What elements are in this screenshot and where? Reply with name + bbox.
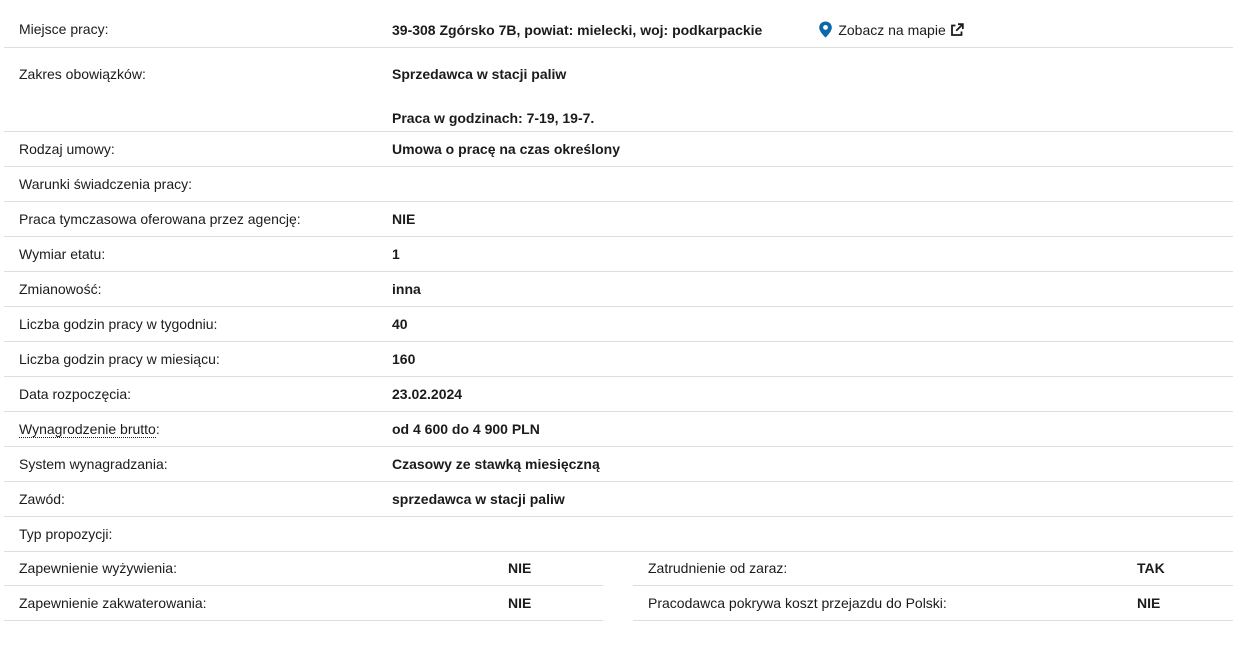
conditions-label: Warunki świadczenia pracy: [19,176,192,192]
job-details-table [4,12,1233,552]
immediate-employment-label: Zatrudnienie od zaraz: [648,560,788,576]
hours-week-label: Liczba godzin pracy w tygodniu: [19,316,218,332]
row-hours-month [4,342,1233,377]
row-travel-cost [633,586,1233,621]
row-hours-week [4,307,1233,342]
temporary-label: Praca tymczasowa oferowana przez agencję: [19,211,301,227]
hours-month-label: Liczba godzin pracy w miesiącu: [19,351,220,367]
row-temporary [4,202,1233,237]
pay-system-value: Czasowy ze stawką miesięczną [392,456,600,472]
duties-line-1: Sprzedawca w stacji paliw [392,66,567,82]
show-on-map-link[interactable] [818,21,968,38]
accommodation-label: Zapewnienie zakwaterowania: [19,595,207,611]
hours-week-value: 40 [392,316,408,332]
travel-cost-value: NIE [1137,595,1161,611]
shifts-label: Zmianowość: [19,281,102,297]
row-fte [4,237,1233,272]
row-proposal-type [4,517,1233,552]
fte-value: 1 [392,246,400,262]
proposal-type-label: Typ propozycji: [19,526,113,542]
location-value: 39-308 Zgórsko 7B, powiat: mielecki, woj: podkarpackie [392,21,763,38]
row-location [4,12,1233,48]
temporary-value: NIE [392,211,416,227]
row-duties [4,48,1233,132]
extra-info-right-column [633,551,1233,621]
travel-cost-label: Pracodawca pokrywa koszt przejazdu do Polski: [648,595,947,611]
occupation-value: sprzedawca w stacji paliw [392,491,565,507]
salary-label-colon: : [155,421,160,437]
row-conditions [4,167,1233,202]
salary-label-tooltip[interactable]: Wynagrodzenie brutto [19,421,156,437]
row-pay-system [4,447,1233,482]
start-date-label: Data rozpoczęcia: [19,386,132,402]
row-shifts [4,272,1233,307]
show-on-map-label: Zobacz na mapie [838,21,946,38]
shifts-value: inna [392,281,421,297]
external-link-icon [950,23,964,37]
salary-value: od 4 600 do 4 900 PLN [392,421,540,437]
pay-system-label: System wynagradzania: [19,456,168,472]
location-value-wrap [392,21,1218,38]
fte-label: Wymiar etatu: [19,246,106,262]
row-contract [4,132,1233,167]
duties-label: Zakres obowiązków: [19,66,146,82]
meals-label: Zapewnienie wyżywienia: [19,560,177,576]
row-accommodation [4,586,603,621]
row-salary [4,412,1233,447]
occupation-label: Zawód: [19,491,65,507]
meals-value: NIE [508,560,532,576]
hours-month-value: 160 [392,351,416,367]
duties-line-2: Praca w godzinach: 7-19, 19-7. [392,110,595,126]
map-pin-icon [818,21,833,38]
immediate-employment-value: TAK [1137,560,1165,576]
start-date-value: 23.02.2024 [392,386,463,402]
extra-info-left-column [4,551,603,621]
row-occupation [4,482,1233,517]
location-label: Miejsce pracy: [19,21,109,37]
row-start-date [4,377,1233,412]
salary-label-wrap [19,421,392,437]
extra-info-columns [4,551,1233,621]
contract-label: Rodzaj umowy: [19,141,115,157]
contract-value: Umowa o pracę na czas określony [392,141,620,157]
row-meals [4,551,603,586]
accommodation-value: NIE [508,595,532,611]
duties-value [392,66,1218,126]
row-immediate-employment [633,551,1233,586]
